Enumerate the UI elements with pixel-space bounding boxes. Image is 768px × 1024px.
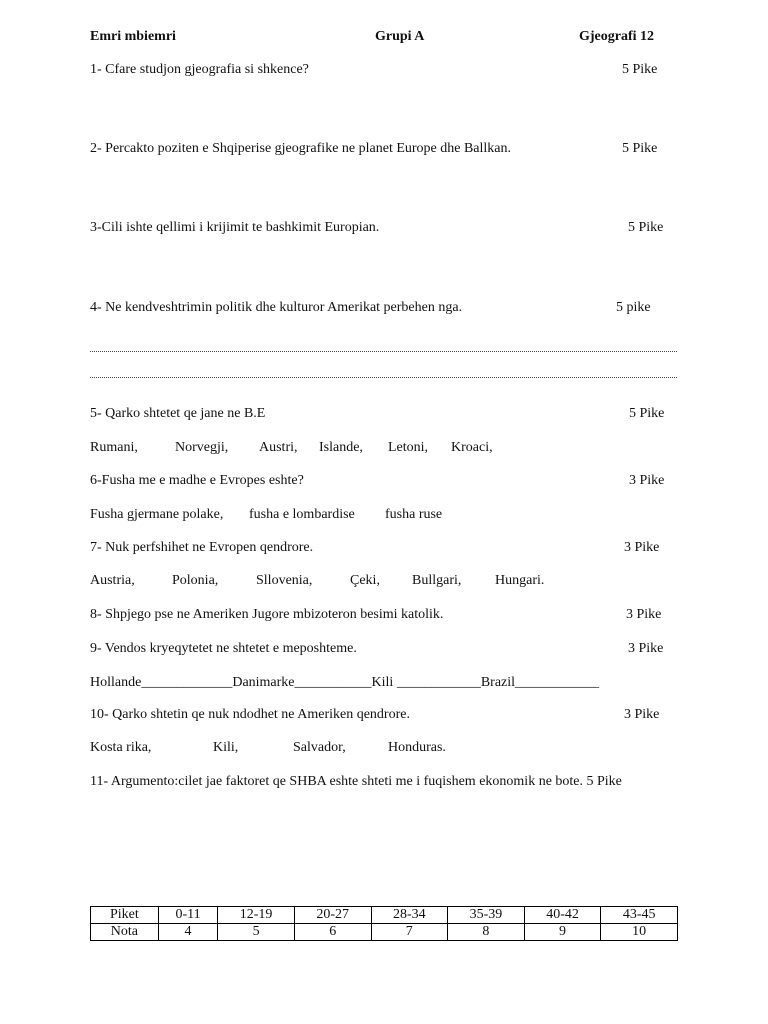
table-cell: Nota: [91, 924, 159, 941]
group-label: Grupi A: [375, 29, 425, 44]
question-6: 6-Fusha me e madhe e Evropes eshte?: [90, 473, 304, 488]
question-3: 3-Cili ishte qellimi i krijimit te bashkimit Europian.: [90, 220, 380, 235]
table-cell: 9: [524, 924, 601, 941]
option-item: Fusha gjermane polake,: [90, 507, 224, 522]
grade-table: [90, 906, 678, 941]
question-10: 10- Qarko shtetin qe nuk ndodhet ne Ameriken qendrore.: [90, 707, 410, 722]
option-item: fusha e lombardise: [249, 507, 355, 522]
question-4-points: 5 pike: [616, 300, 651, 315]
option-item: Çeki,: [350, 573, 380, 588]
question-9: 9- Vendos kryeqytetet ne shtetet e meposhteme.: [90, 641, 357, 656]
question-8: 8- Shpjego pse ne Ameriken Jugore mbizoteron besimi katolik.: [90, 607, 444, 622]
question-2-points: 5 Pike: [622, 141, 658, 156]
question-5: 5- Qarko shtetet qe jane ne B.E: [90, 406, 266, 421]
option-item: fusha ruse: [385, 507, 443, 522]
option-item: Salvador,: [293, 740, 346, 755]
option-item: Kili,: [213, 740, 239, 755]
option-item: Kroaci,: [451, 440, 493, 455]
option-item: Islande,: [319, 440, 363, 455]
question-7: 7- Nuk perfshihet ne Evropen qendrore.: [90, 540, 314, 555]
table-cell: 6: [294, 924, 371, 941]
blank-hollande: _____________: [141, 675, 233, 690]
blank-brazil: ____________: [515, 675, 600, 690]
question-1: 1- Cfare studjon gjeografia si shkence?: [90, 62, 309, 77]
blank-danimarke: ___________: [294, 675, 372, 690]
table-cell: 5: [218, 924, 295, 941]
option-item: Letoni,: [388, 440, 429, 455]
question-2: 2- Percakto poziten e Shqiperise gjeografike ne planet Europe dhe Ballkan.: [90, 141, 512, 156]
table-cell: 20-27: [294, 907, 371, 924]
option-item: Rumani,: [90, 440, 138, 455]
table-cell: 43-45: [601, 907, 678, 924]
answer-dotted-line: [90, 351, 677, 352]
table-cell: 4: [158, 924, 218, 941]
name-label: Emri mbiemri: [90, 29, 176, 44]
table-cell: 28-34: [371, 907, 448, 924]
option-item: Kosta rika,: [90, 740, 152, 755]
option-item: Bullgari,: [412, 573, 462, 588]
question-10-points: 3 Pike: [624, 707, 660, 722]
option-item: Honduras.: [388, 740, 446, 755]
table-row: [91, 924, 678, 941]
table-cell: 40-42: [524, 907, 601, 924]
question-4: 4- Ne kendveshtrimin politik dhe kulturor Amerikat perbehen nga.: [90, 300, 463, 315]
answer-dotted-line: [90, 377, 677, 378]
question-1-points: 5 Pike: [622, 62, 658, 77]
option-item: Sllovenia,: [256, 573, 313, 588]
table-row: [91, 907, 678, 924]
capitals-fill-line: [90, 675, 599, 691]
option-item: Austria,: [90, 573, 135, 588]
option-item: Austri,: [259, 440, 298, 455]
question-9-points: 3 Pike: [628, 641, 664, 656]
question-6-points: 3 Pike: [629, 473, 665, 488]
table-cell: Piket: [91, 907, 159, 924]
table-cell: 10: [601, 924, 678, 941]
option-item: Polonia,: [172, 573, 219, 588]
question-8-points: 3 Pike: [626, 607, 662, 622]
option-item: Norvegji,: [175, 440, 229, 455]
subject-label: Gjeografi 12: [579, 29, 655, 44]
table-cell: 35-39: [448, 907, 525, 924]
question-3-points: 5 Pike: [628, 220, 664, 235]
country-brazil: Brazil: [480, 675, 516, 690]
table-cell: 0-11: [158, 907, 218, 924]
country-kili: Kili: [371, 675, 397, 690]
question-11: 11- Argumento:cilet jae faktoret qe SHBA eshte shteti me i fuqishem ekonomik ne bote. 5 Pike: [90, 774, 622, 789]
blank-kili: ____________: [396, 675, 481, 690]
country-hollande: Hollande: [90, 675, 142, 690]
question-7-points: 3 Pike: [624, 540, 660, 555]
question-5-points: 5 Pike: [629, 406, 665, 421]
table-cell: 7: [371, 924, 448, 941]
country-danimarke: Danimarke: [232, 675, 295, 690]
table-cell: 8: [448, 924, 525, 941]
option-item: Hungari.: [495, 573, 545, 588]
table-cell: 12-19: [218, 907, 295, 924]
